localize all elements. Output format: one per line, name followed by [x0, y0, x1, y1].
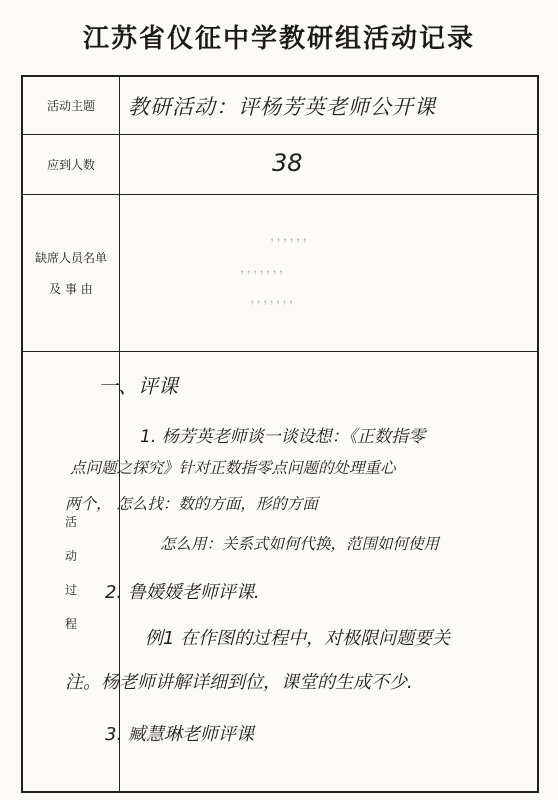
theme-row: [23, 77, 537, 135]
process-line: 怎么用：关系式如何代换，范围如何使用: [160, 535, 440, 553]
process-line: 3. 臧慧琳老师评课: [105, 724, 254, 745]
process-label-char: 程: [64, 616, 77, 631]
process-line: 注。杨老师讲解详细到位，课堂的生成不少.: [65, 672, 413, 693]
process-label-char: 过: [64, 582, 77, 597]
process-line: 一、评课: [98, 374, 178, 398]
process-line: 1. 杨芳英老师谈一谈设想：《正数指零: [140, 427, 426, 447]
process-label-char: 活: [64, 514, 77, 529]
attendance-value-cell: [120, 135, 537, 194]
bleed-through-line: ，，，，，，: [270, 229, 316, 244]
attendance-label: 应到人数: [23, 135, 120, 194]
absent-label-line2: 及 事 由: [49, 282, 93, 296]
process-line: 2. 鲁媛媛老师评课.: [105, 582, 260, 603]
theme-value-cell: [120, 77, 537, 134]
absent-value-cell: [120, 195, 537, 351]
process-line: 例1 在作图的过程中，对极限问题要关: [145, 628, 451, 649]
bleed-through-line: ，，，，，，，: [250, 291, 303, 306]
bleed-through-line: ，，，，，，，: [240, 261, 293, 276]
process-content: [65, 352, 537, 793]
theme-value: 教研活动：评杨芳英老师公开课: [128, 95, 436, 119]
record-form: [21, 75, 539, 793]
process-label-char: 动: [64, 548, 77, 563]
absent-label: [23, 195, 120, 351]
attendance-value: 38: [272, 149, 303, 177]
attendance-row: [23, 135, 537, 195]
page-title: 江苏省仪征中学教研组活动记录: [82, 24, 475, 54]
process-line: 两个， 怎么找：数的方面，形的方面: [65, 495, 318, 513]
process-row: [23, 352, 537, 793]
theme-label: 活动主题: [23, 77, 120, 134]
absent-label-line1: 缺席人员名单: [34, 251, 107, 265]
absent-row: [23, 195, 537, 352]
process-line: 点问题之探究》针对正数指零点问题的处理重心: [70, 459, 396, 477]
